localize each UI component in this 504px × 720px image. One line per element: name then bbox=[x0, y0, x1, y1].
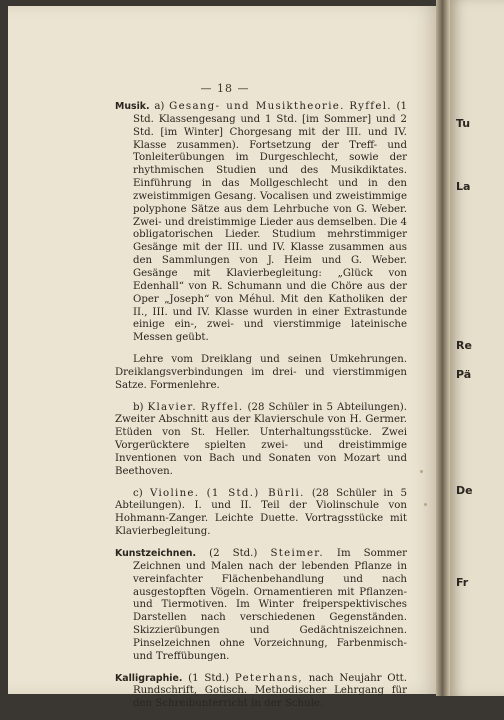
teacher-name: (1 Std.) Bürli. bbox=[206, 487, 305, 499]
teacher-name: Ryffel. bbox=[349, 101, 392, 112]
page-number: — 18 — bbox=[200, 82, 250, 95]
music-paragraph-b bbox=[115, 402, 407, 479]
right-page-fragment: Tu bbox=[456, 117, 471, 130]
book-gutter bbox=[436, 0, 450, 696]
kalligraphie-paragraph bbox=[115, 673, 407, 712]
paper-spot bbox=[424, 503, 427, 506]
subject-title: Gesang- und Musiktheorie. bbox=[169, 101, 345, 112]
paper-spot bbox=[420, 470, 423, 473]
teacher-name: Peterhans, bbox=[234, 672, 303, 684]
hours-note: (1 Std.) bbox=[182, 672, 235, 684]
kunstzeichnen-paragraph bbox=[115, 548, 407, 664]
right-page-fragment: La bbox=[456, 180, 471, 193]
hours-note: (2 Std.) bbox=[196, 548, 271, 559]
section-heading-kunstzeichnen: Kunstzeichnen. bbox=[115, 548, 197, 559]
paragraph-text: Lehre vom Dreiklang und seinen Umkehrungen. Dreiklangsverbindungen im drei- und vierstimmigen Satze. Formenlehre. bbox=[115, 354, 407, 391]
page-text bbox=[115, 101, 407, 720]
item-letter: b) bbox=[133, 401, 144, 413]
paragraph-text: (28 Schüler in 5 Abteilungen). I. und II. Teil der Violinschule von Hohmann-Zanger. Leichte Duette. Vortragsstücke mit Klavierbegleitung. bbox=[115, 487, 407, 538]
teacher-name: Steimer. bbox=[270, 548, 324, 559]
right-page-fragment: Re bbox=[456, 339, 472, 352]
subject-title: Violine. bbox=[149, 487, 200, 499]
item-letter: a) bbox=[154, 101, 165, 112]
right-page-edge bbox=[450, 0, 504, 696]
paragraph-text: (1 Std. Klassengesang und 1 Std. [im Sommer] und 2 Std. [im Winter] Chorgesang mit der III. und IV. Klasse zusammen). Fortsetzung der Treff- und Tonleiterübungen im Durgeschlecht, sowie der rhythmischen Studien und des Musikdiktates. Einführung in das Mollgeschlecht und in den zweistimmigen Gesang. Vocalisen und zweistimmige polyphone Sätze aus dem Lehrbuche von G. Weber. Zwei- und dreistimmige Lieder aus demselben. Die 4 obligatorischen Lieder. Studium mehrstimmiger Gesänge mit der III. und IV. Klasse zusammen aus den Sammlungen von J. Heim und G. Weber. Gesänge mit Klavierbegleitung: „Glück von Edenhall“ von R. Schumann und die Chöre aus der Oper „Joseph“ von Méhul. Mit den Katholiken der II., III. und IV. Klasse wurden in einer Extrastunde einige ein-, zwei- und vierstimmige lateinische Messen geübt. bbox=[133, 101, 408, 344]
music-paragraph-theory bbox=[115, 354, 407, 393]
subject-title: Klavier. bbox=[147, 401, 197, 413]
right-page-fragment: Fr bbox=[456, 576, 469, 589]
music-paragraph-a bbox=[115, 101, 407, 345]
right-page-fragment: De bbox=[456, 484, 473, 497]
music-paragraph-c bbox=[115, 488, 407, 539]
right-page-fragment: Pä bbox=[456, 368, 472, 381]
item-letter: c) bbox=[133, 487, 143, 499]
paragraph-text: nach Neujahr Ott. Rundschrift, Gotisch. Methodischer Lehrgang für den Schreibunterricht in der Schule. bbox=[133, 672, 407, 710]
paragraph-text: (28 Schüler in 5 Abteilungen). Zweiter Abschnitt aus der Klavierschule von H. Germer. Etüden von St. Heller. Unterhaltungsstücke. Zwei Vorgerücktere spielten zwei- und dreistimmige Inventionen von Bach und Sonaten von Mozart und Beethoven. bbox=[115, 401, 407, 477]
section-heading-musik: Musik. bbox=[115, 101, 150, 112]
teacher-name: Ryffel. bbox=[201, 401, 244, 413]
paragraph-text: Im Sommer Zeichnen und Malen nach der lebenden Pflanze in vereinfachter Flächenbehandlung und nach ausgestopften Vögeln. Ornamentieren mit Pflanzen- und Tiermotiven. Im Winter freiperspektivisches Darstellen nach verschiedenen Gegenständen. Skizzierübungen und Gedächtniszeichnen. Pinselzeichnen ohne Vorzeichnung, Farbenmisch- und Treffübungen. bbox=[133, 548, 407, 662]
section-heading-kalligraphie: Kalligraphie. bbox=[115, 672, 183, 684]
